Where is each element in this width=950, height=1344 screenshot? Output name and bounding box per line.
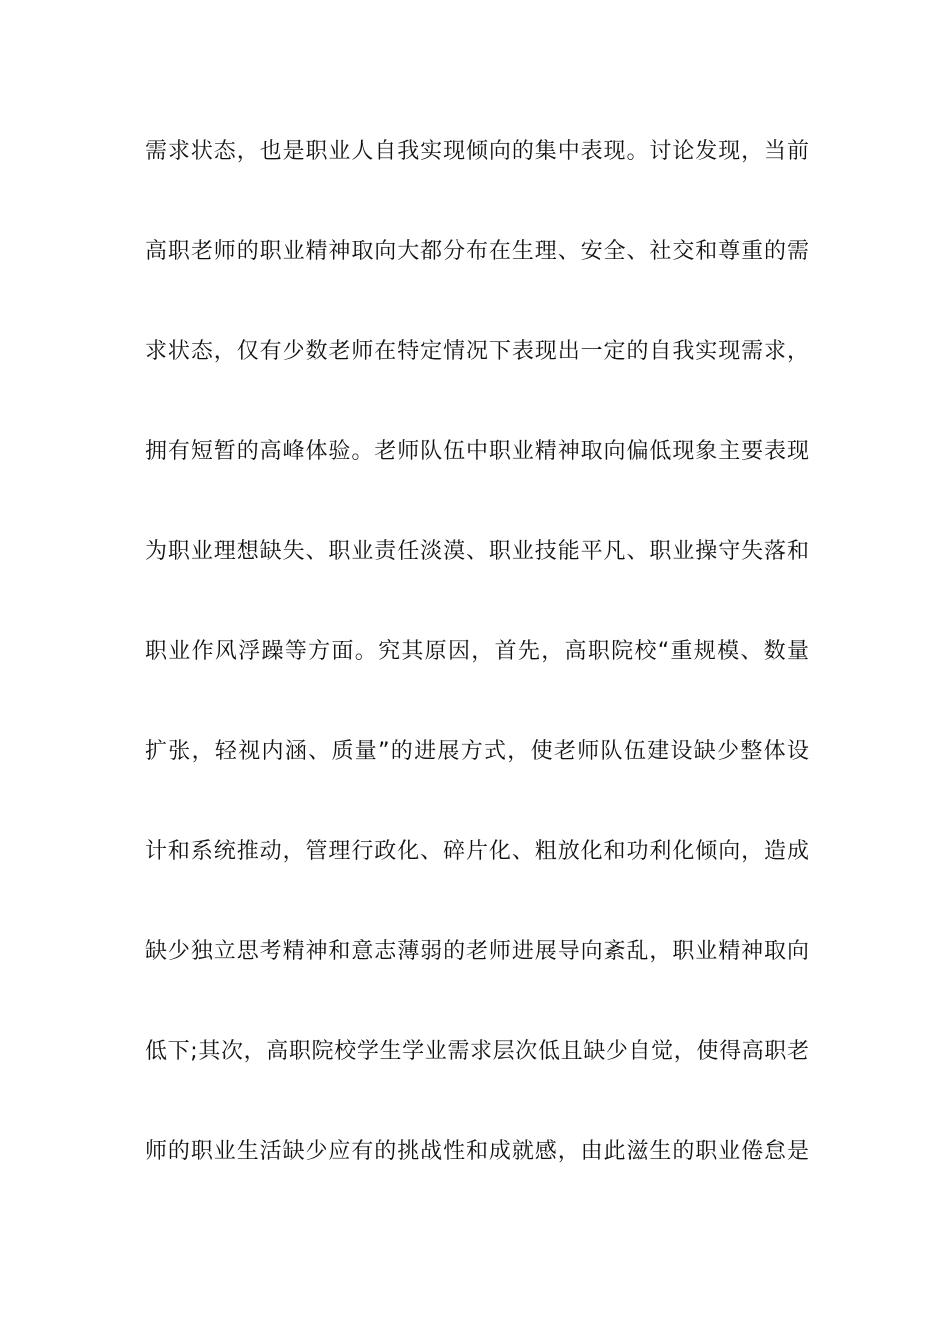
text-line-10: 低下;其次，高职院校学生学业需求层次低且缺少自觉，使得高职老 xyxy=(145,1039,809,1064)
text-line-4: 拥有短暂的高峰体验。老师队伍中职业精神取向偏低现象主要表现 xyxy=(145,439,809,464)
body-paragraph xyxy=(145,127,809,1227)
text-line-3: 求状态，仅有少数老师在特定情况下表现出一定的自我实现需求， xyxy=(145,339,809,364)
text-line-1: 需求状态，也是职业人自我实现倾向的集中表现。讨论发现，当前 xyxy=(145,139,809,164)
text-line-2: 高职老师的职业精神取向大都分布在生理、安全、社交和尊重的需 xyxy=(145,239,809,264)
text-line-5: 为职业理想缺失、职业责任淡漠、职业技能平凡、职业操守失落和 xyxy=(145,539,809,564)
text-line-9: 缺少独立思考精神和意志薄弱的老师进展导向紊乱，职业精神取向 xyxy=(145,939,809,964)
text-line-8: 计和系统推动，管理行政化、碎片化、粗放化和功利化倾向，造成 xyxy=(145,839,809,864)
text-line-7: 扩张，轻视内涵、质量”的进展方式，使老师队伍建设缺少整体设 xyxy=(145,739,809,764)
text-line-11: 师的职业生活缺少应有的挑战性和成就感，由此滋生的职业倦怠是 xyxy=(145,1139,809,1164)
text-line-6: 职业作风浮躁等方面。究其原因，首先，高职院校“重规模、数量 xyxy=(145,639,809,664)
